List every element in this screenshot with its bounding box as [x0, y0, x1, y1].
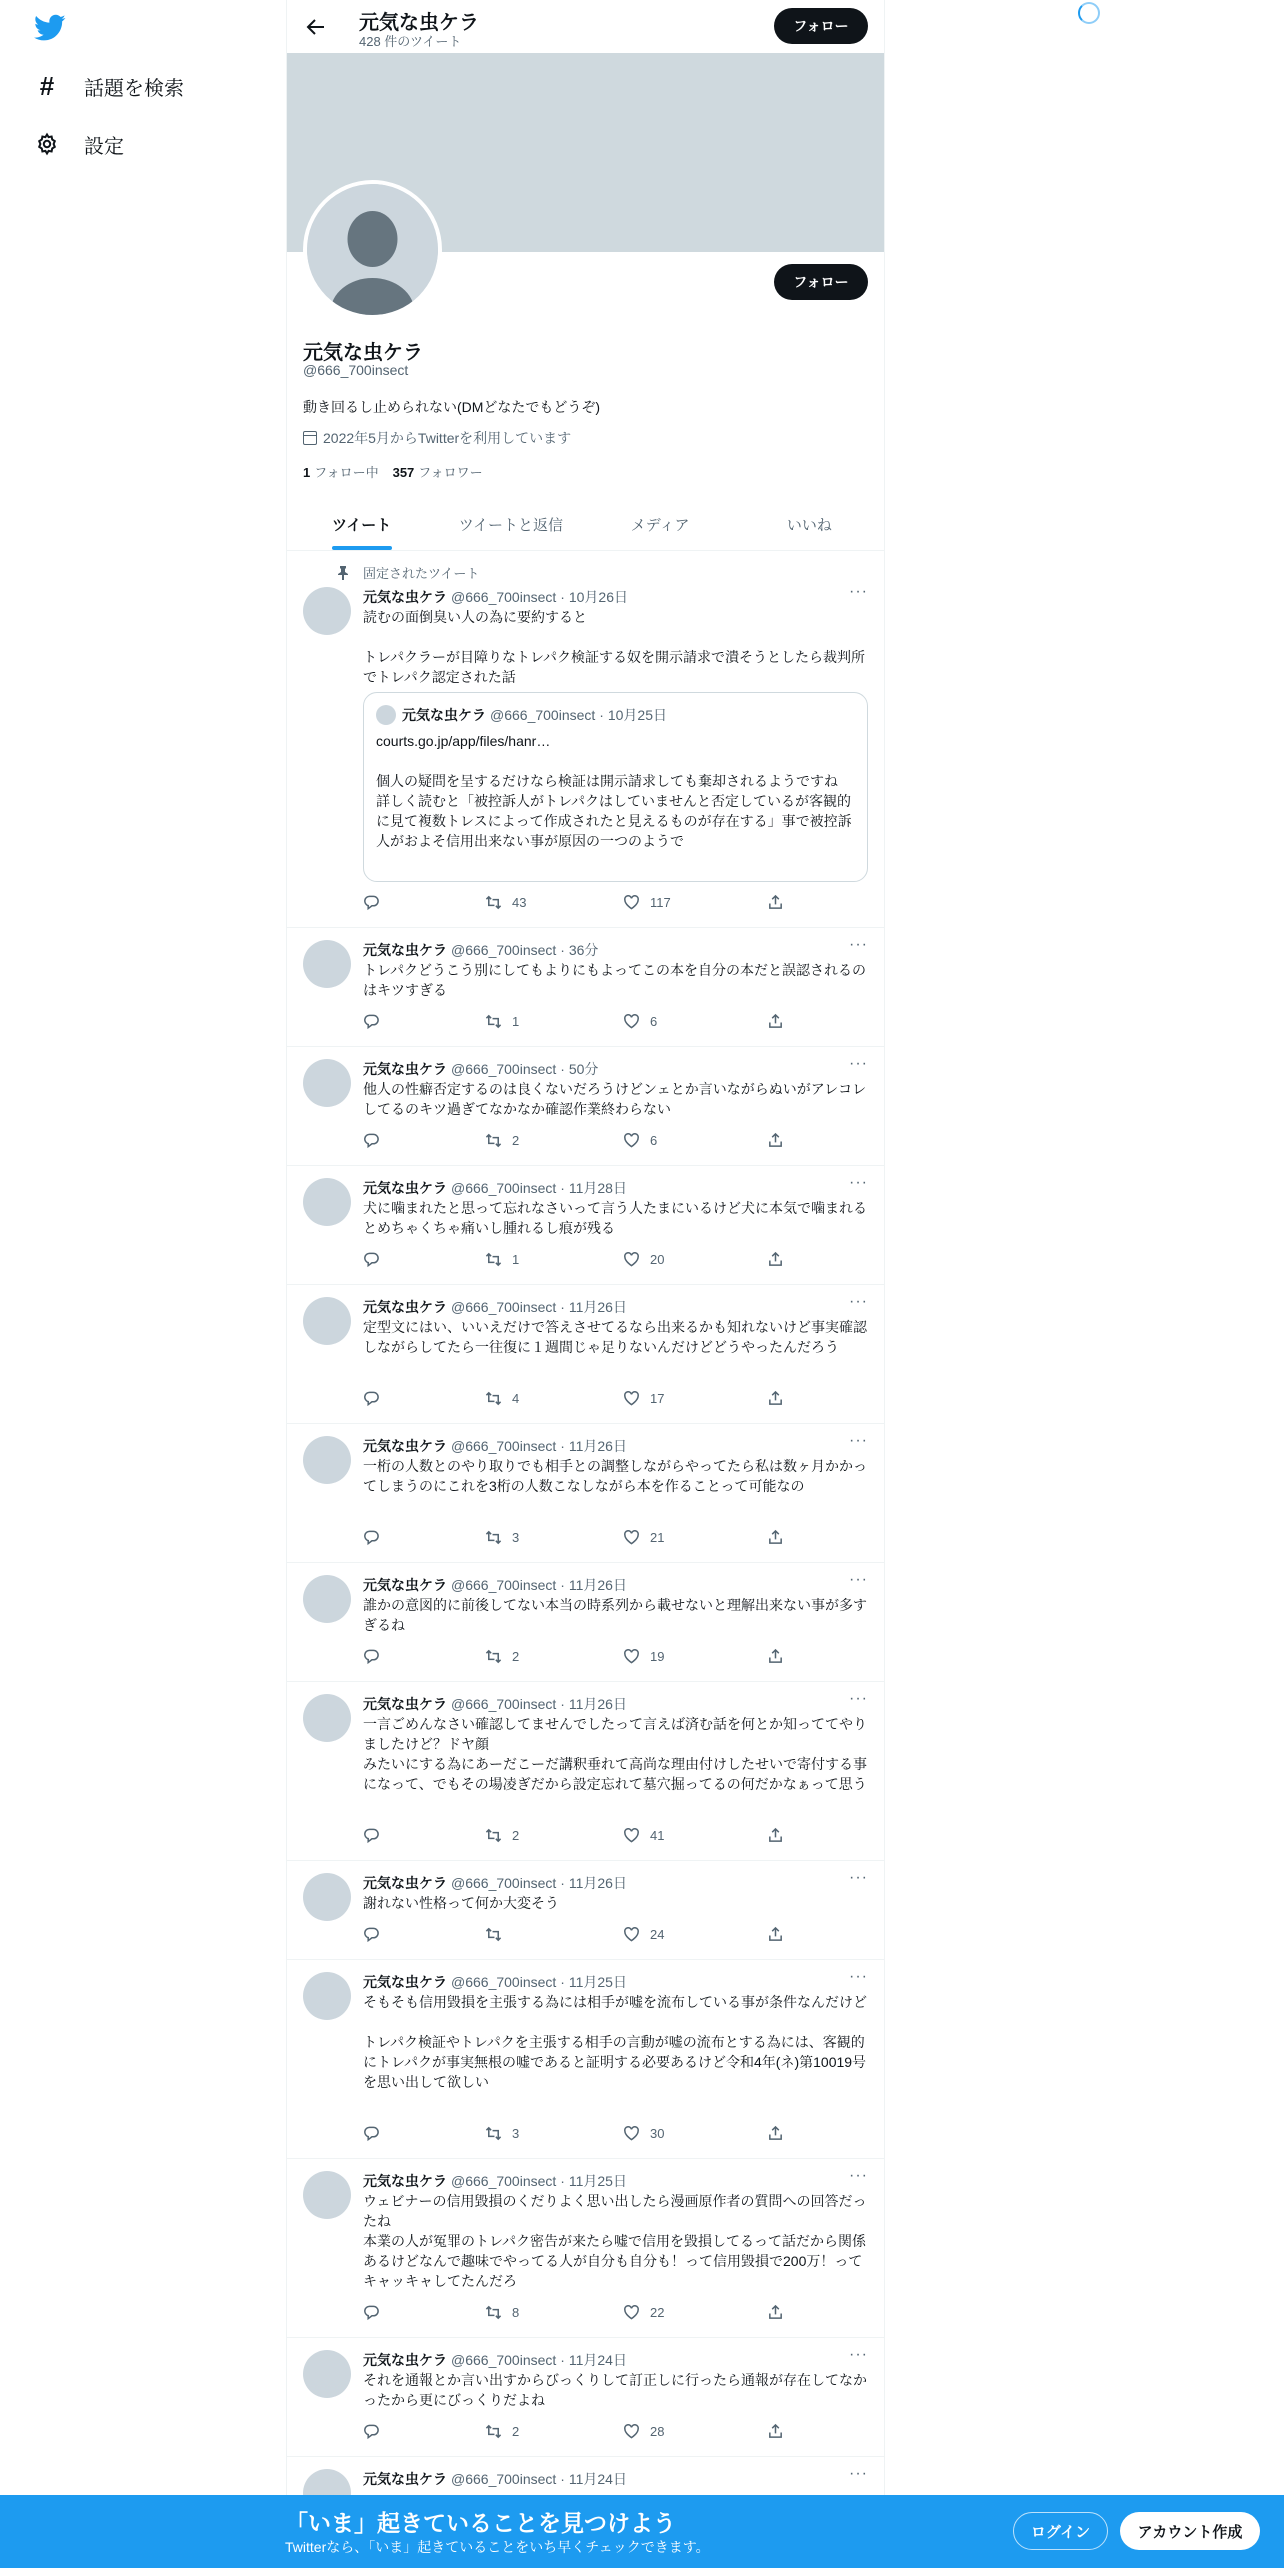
heart-icon: [623, 1251, 650, 1268]
heart-icon: [623, 1132, 650, 1149]
tweet[interactable]: [287, 2159, 884, 2338]
tweet-header: [363, 1059, 598, 1079]
more-options-icon[interactable]: ···: [849, 1968, 868, 1985]
tweet-author-name[interactable]: 元気な虫ケラ: [363, 2173, 447, 2189]
share-icon: [767, 2423, 794, 2440]
tweet-avatar[interactable]: [303, 940, 351, 988]
retweet-icon: [485, 1648, 512, 1665]
share-icon: [767, 2125, 794, 2142]
retweet-icon: [485, 2423, 512, 2440]
share-button[interactable]: [767, 1013, 794, 1030]
retweet-icon: [485, 2125, 512, 2142]
more-options-icon[interactable]: ···: [849, 1571, 868, 1588]
more-options-icon[interactable]: ···: [849, 1174, 868, 1191]
retweet-button[interactable]: [485, 1132, 519, 1149]
tweet-avatar[interactable]: [303, 1694, 351, 1742]
reply-button[interactable]: [363, 1013, 390, 1030]
quoted-tweet-text: courts.go.jp/app/files/hanr… 個人の疑問を呈するだけなら検証は開示請求しても棄却されるようですね 詳しく読むと「被控訴人がトレパクはしていませんと否定しているが客観的に見て複数トレスによって作成されたと見えるものが存在する」事で被控訴人がおよそ信用出来ない事が原因の一つのようで: [376, 733, 852, 849]
like-button[interactable]: [623, 1132, 657, 1149]
tweet-text: 他人の性癖否定するのは良くないだろうけどンェとか言いながらぬいがアレコレしてるのキツ過ぎてなかなか確認作業終わらない: [363, 1081, 867, 1117]
like-button[interactable]: [623, 1390, 664, 1407]
nav-explore[interactable]: [34, 66, 184, 106]
reply-button[interactable]: [363, 1827, 390, 1844]
tweet-avatar[interactable]: [303, 1575, 351, 1623]
retweet-count: 3: [512, 2126, 520, 2141]
tweet-actions: [363, 1132, 803, 1152]
reply-button[interactable]: [363, 2125, 390, 2142]
twitter-bird-icon[interactable]: [34, 14, 66, 42]
like-count: 117: [650, 895, 671, 910]
more-options-icon[interactable]: ···: [849, 1432, 868, 1449]
like-button[interactable]: [623, 894, 671, 911]
tweet-header: [363, 1694, 627, 1714]
tweet-avatar[interactable]: [303, 1059, 351, 1107]
tweet-text: ウェビナーの信用毀損のくだりよく思い出したら漫画原作者の質問への回答だったね 本業の人が冤罪のトレパク密告が来たら嘘で信用を毀損してるって話だから関係あるけどなんで趣味でやってる人が自分も自分も！って信用毀損で200万！ってキャッキャしてたんだろ: [363, 2193, 867, 2289]
tweet-timestamp[interactable]: · 11月25日: [560, 2173, 627, 2189]
retweet-count: 8: [512, 2305, 520, 2320]
share-icon: [767, 1390, 794, 1407]
tweet-actions: [363, 2304, 803, 2324]
share-button[interactable]: [767, 2423, 794, 2440]
heart-icon: [623, 2125, 650, 2142]
reply-icon: [363, 1390, 390, 1407]
quoted-author-handle: @666_700insect: [490, 707, 596, 723]
retweet-icon: [485, 1013, 512, 1030]
tweet[interactable]: [287, 2338, 884, 2457]
tweet-author-name[interactable]: 元気な虫ケラ: [363, 1438, 447, 1454]
like-button[interactable]: [623, 1926, 664, 1943]
like-count: 41: [650, 1828, 665, 1843]
tweet-text: 読むの面倒臭い人の為に要約すると トレパクラーが目障りなトレパク検証する奴を開示請求で潰そうとしたら裁判所でトレパク認定された話: [363, 609, 866, 685]
retweet-button[interactable]: [485, 2125, 519, 2142]
like-button[interactable]: [623, 2304, 664, 2321]
retweet-button[interactable]: [485, 1827, 519, 1844]
loading-spinner-icon: [1078, 2, 1100, 24]
tweet-actions: [363, 1529, 803, 1549]
heart-icon: [623, 894, 650, 911]
quoted-timestamp: · 10月25日: [599, 707, 667, 723]
tweet-actions: [363, 1013, 803, 1033]
tweet-avatar[interactable]: [303, 2350, 351, 2398]
retweet-button[interactable]: [485, 1648, 519, 1665]
tweet[interactable]: [287, 551, 884, 928]
share-icon: [767, 894, 794, 911]
more-options-icon[interactable]: ···: [849, 2465, 868, 2482]
like-count: 6: [650, 1133, 658, 1148]
profile-avatar[interactable]: [303, 180, 442, 319]
signup-banner: [0, 2495, 1284, 2568]
tweet-author-handle[interactable]: @666_700insect: [451, 1577, 557, 1593]
like-count: 28: [650, 2424, 665, 2439]
following-link[interactable]: 1 フォロー中: [303, 465, 379, 480]
reply-button[interactable]: [363, 1648, 390, 1665]
profile-follow-button[interactable]: フォロー: [774, 264, 868, 300]
quoted-tweet[interactable]: [363, 692, 868, 882]
reply-icon: [363, 1926, 390, 1943]
header-follow-button[interactable]: フォロー: [774, 8, 868, 44]
like-count: 20: [650, 1252, 665, 1267]
share-icon: [767, 1251, 794, 1268]
followers-link[interactable]: 357 フォロワー: [392, 465, 483, 480]
tweet[interactable]: [287, 928, 884, 1047]
retweet-button[interactable]: [485, 1529, 519, 1546]
share-button[interactable]: [767, 2304, 794, 2321]
quoted-tweet-header: [376, 705, 667, 725]
like-button[interactable]: [623, 2125, 664, 2142]
profile-tabs: [287, 498, 884, 551]
more-options-icon[interactable]: ···: [849, 1869, 868, 1886]
heart-icon: [623, 1390, 650, 1407]
reply-button[interactable]: [363, 1529, 390, 1546]
share-icon: [767, 1648, 794, 1665]
pinned-label: 固定されたツイート: [363, 566, 480, 581]
heart-icon: [623, 1827, 650, 1844]
tweet-author-handle[interactable]: @666_700insect: [451, 2173, 557, 2189]
nav-explore-label: 話題を検索: [84, 77, 184, 100]
tweet-text: それを通報とか言い出すからびっくりして訂正しに行ったら通報が存在してなかったから更にびっくりだよね: [363, 2372, 867, 2408]
retweet-button[interactable]: [485, 1013, 519, 1030]
retweet-icon: [485, 2304, 512, 2321]
profile-handle: @666_700insect: [303, 362, 409, 378]
share-button[interactable]: [767, 1132, 794, 1149]
reply-icon: [363, 894, 390, 911]
share-icon: [767, 1529, 794, 1546]
retweet-count: 3: [512, 1530, 520, 1545]
signup-banner-subtitle: Twitterなら、「いま」起きていることをいち早くチェックできます。: [285, 2539, 710, 2555]
tweet-author-handle[interactable]: @666_700insect: [451, 1696, 557, 1712]
tweet-author-handle[interactable]: @666_700insect: [451, 2471, 557, 2487]
reply-button[interactable]: [363, 2304, 390, 2321]
retweet-button[interactable]: [485, 1251, 519, 1268]
tweet[interactable]: [287, 1960, 884, 2159]
profile-name: 元気な虫ケラ: [303, 342, 423, 364]
tweet[interactable]: [287, 1682, 884, 1861]
retweet-icon: [485, 1251, 512, 1268]
header-name: 元気な虫ケラ: [359, 12, 479, 34]
tweet-timestamp[interactable]: · 11月25日: [560, 1974, 627, 1990]
tab-likes[interactable]: いいね: [786, 516, 832, 534]
tweet-header: [363, 1575, 627, 1595]
heart-icon: [623, 1529, 650, 1546]
tweet-actions: [363, 1390, 803, 1410]
share-button[interactable]: [767, 2125, 794, 2142]
like-button[interactable]: [623, 1013, 657, 1030]
profile-timeline: [286, 0, 885, 2568]
tweet-avatar[interactable]: [303, 2171, 351, 2219]
profile-joined: [303, 428, 571, 448]
like-count: 19: [650, 1649, 665, 1664]
like-count: 21: [650, 1530, 665, 1545]
tweet-author-handle[interactable]: @666_700insect: [451, 1438, 557, 1454]
retweet-count: 4: [512, 1391, 520, 1406]
tweet-text: 謝れない性格って何か大変そう: [363, 1895, 559, 1911]
tweet-avatar[interactable]: [303, 1297, 351, 1345]
tweet-author-name[interactable]: 元気な虫ケラ: [363, 942, 447, 958]
tweet-author-name[interactable]: 元気な虫ケラ: [363, 1180, 447, 1196]
nav-settings-label: 設定: [84, 135, 124, 158]
reply-icon: [363, 2304, 390, 2321]
tweet-actions: [363, 2423, 803, 2443]
share-button[interactable]: [767, 1251, 794, 1268]
share-icon: [767, 1013, 794, 1030]
retweet-count: 2: [512, 2424, 520, 2439]
tweet-avatar[interactable]: [303, 1178, 351, 1226]
tweet-timestamp[interactable]: · 11月24日: [560, 2471, 627, 2487]
tweet[interactable]: [287, 1285, 884, 1424]
tab-tweets[interactable]: ツイート: [287, 498, 436, 550]
like-count: 30: [650, 2126, 665, 2141]
like-count: 17: [650, 1391, 665, 1406]
calendar-icon: [303, 431, 317, 445]
tweet-timestamp[interactable]: · 10月26日: [560, 589, 628, 605]
retweet-icon: [485, 1529, 512, 1546]
tweet[interactable]: [287, 1166, 884, 1285]
retweet-count: 2: [512, 1133, 520, 1148]
quoted-tweet-avatar: [376, 705, 396, 725]
retweet-icon: [485, 1132, 512, 1149]
retweet-button[interactable]: [485, 894, 526, 911]
tweet-actions: [363, 1251, 803, 1271]
reply-icon: [363, 1013, 390, 1030]
retweet-icon: [485, 1926, 512, 1943]
tweet-timestamp[interactable]: · 11月26日: [560, 1299, 627, 1315]
share-button[interactable]: [767, 1390, 794, 1407]
tweet-avatar[interactable]: [303, 1436, 351, 1484]
tweet-timestamp[interactable]: · 11月26日: [560, 1696, 627, 1712]
reply-button[interactable]: [363, 1390, 390, 1407]
more-options-icon[interactable]: ···: [849, 1293, 868, 1310]
tweet-header: [363, 2171, 627, 2191]
reply-icon: [363, 2125, 390, 2142]
share-icon: [767, 2304, 794, 2321]
share-button[interactable]: [767, 1926, 794, 1943]
share-icon: [767, 1926, 794, 1943]
tab-media[interactable]: メディア: [630, 516, 690, 534]
reply-icon: [363, 1648, 390, 1665]
retweet-count: 2: [512, 1649, 520, 1664]
tweet-header: [363, 2469, 627, 2489]
tweet-text: 一言ごめんなさい確認してませんでしたって言えば済む話を何とか知っててやりましたけど？ドヤ顔 みたいにする為にあーだこーだ講釈垂れて高尚な理由付けしたせいで寄付する事になって、でもその場凌ぎだから設定忘れて墓穴掘ってるの何だかなぁって思う: [363, 1716, 867, 1792]
nav-settings[interactable]: [34, 124, 124, 164]
reply-icon: [363, 1132, 390, 1149]
pinned-indicator: [335, 563, 479, 582]
tweet-author-handle[interactable]: @666_700insect: [451, 1875, 557, 1891]
tweet-text: 誰かの意図的に前後してない本当の時系列から載せないと理解出来ない事が多すぎるね: [363, 1597, 867, 1633]
tweet-author-name[interactable]: 元気な虫ケラ: [363, 1875, 447, 1891]
tweet-author-handle[interactable]: @666_700insect: [451, 1061, 557, 1077]
tweet-avatar[interactable]: [303, 1972, 351, 2020]
reply-icon: [363, 1251, 390, 1268]
reply-button[interactable]: [363, 1251, 390, 1268]
tweet[interactable]: [287, 1424, 884, 1563]
tweet-avatar[interactable]: [303, 1873, 351, 1921]
reply-icon: [363, 1529, 390, 1546]
tweet-author-handle[interactable]: @666_700insect: [451, 589, 557, 605]
tweet-text: 定型文にはい、いいえだけで答えさせてるなら出来るかも知れないけど事実確認しながらしてたら一往復に１週間じゃ足りないんだけどどうやったんだろう: [363, 1319, 867, 1355]
back-arrow-icon[interactable]: [301, 12, 331, 42]
like-button[interactable]: [623, 1827, 664, 1844]
retweet-button[interactable]: [485, 2304, 519, 2321]
like-button[interactable]: [623, 2423, 664, 2440]
retweet-icon: [485, 1390, 512, 1407]
tweet-text: トレパクどうこう別にしてもよりにもよってこの本を自分の本だと誤認されるのはキツすぎる: [363, 962, 867, 998]
tweet-timestamp[interactable]: · 11月26日: [560, 1438, 627, 1454]
more-options-icon[interactable]: ···: [849, 2346, 868, 2363]
tweet-author-name[interactable]: 元気な虫ケラ: [363, 1061, 447, 1077]
gear-icon: [34, 131, 60, 157]
share-button[interactable]: [767, 1529, 794, 1546]
top-bar: [287, 0, 884, 53]
retweet-count: 43: [512, 895, 527, 910]
like-button[interactable]: [623, 1648, 664, 1665]
reply-icon: [363, 1827, 390, 1844]
tweet-author-name[interactable]: 元気な虫ケラ: [363, 1577, 447, 1593]
tweet[interactable]: [287, 1047, 884, 1166]
heart-icon: [623, 1013, 650, 1030]
heart-icon: [623, 2304, 650, 2321]
like-count: 24: [650, 1927, 665, 1942]
tweet-header: [363, 587, 628, 607]
heart-icon: [623, 1926, 650, 1943]
share-button[interactable]: [767, 1827, 794, 1844]
tweet-timestamp[interactable]: · 11月26日: [560, 1577, 627, 1593]
tweet[interactable]: [287, 1563, 884, 1682]
tweet-author-name[interactable]: 元気な虫ケラ: [363, 2352, 447, 2368]
like-button[interactable]: [623, 1529, 664, 1546]
more-options-icon[interactable]: ···: [849, 2167, 868, 2184]
reply-button[interactable]: [363, 894, 390, 911]
tweet-text: 一桁の人数とのやり取りでも相手との調整しながらやってたら私は数ヶ月かかってしまうのにこれを3桁の人数こなしながら本を作ることって可能なの: [363, 1458, 867, 1494]
profile-follow-stats: [303, 462, 483, 481]
more-options-icon[interactable]: ···: [849, 1690, 868, 1707]
tweet-timestamp[interactable]: · 11月24日: [560, 2352, 627, 2368]
share-icon: [767, 1827, 794, 1844]
tweet-timestamp[interactable]: · 50分: [560, 1061, 599, 1077]
tweet-text: 犬に噛まれたと思って忘れなさいって言う人たまにいるけど犬に本気で噛まれるとめちゃくちゃ痛いし腫れるし痕が残る: [363, 1200, 867, 1236]
reply-icon: [363, 2423, 390, 2440]
hashtag-icon: #: [39, 70, 55, 101]
reply-button[interactable]: [363, 1926, 390, 1943]
tweet-header: [363, 940, 598, 960]
pin-icon: [335, 566, 351, 580]
tweet-header: [363, 1436, 627, 1456]
tweet-author-name[interactable]: 元気な虫ケラ: [363, 1696, 447, 1712]
tweet-header: [363, 1972, 627, 1992]
tweet-actions: [363, 1827, 803, 1847]
tweet-actions: [363, 1926, 803, 1946]
retweet-count: 1: [512, 1252, 520, 1267]
tweet-author-name[interactable]: 元気な虫ケラ: [363, 2471, 447, 2487]
retweet-count: 2: [512, 1828, 520, 1843]
profile-joined-text: 2022年5月からTwitterを利用しています: [323, 430, 572, 446]
tweet-header: [363, 1178, 627, 1198]
retweet-count: 1: [512, 1014, 520, 1029]
retweet-button[interactable]: [485, 1390, 519, 1407]
retweet-button[interactable]: [485, 1926, 512, 1943]
tweet-author-handle[interactable]: @666_700insect: [451, 942, 557, 958]
share-icon: [767, 1132, 794, 1149]
reply-button[interactable]: [363, 2423, 390, 2440]
tweet-header: [363, 1297, 627, 1317]
tweet-actions: [363, 2125, 803, 2145]
quoted-author-name: 元気な虫ケラ: [402, 707, 486, 723]
tweet-author-name[interactable]: 元気な虫ケラ: [363, 1974, 447, 1990]
signup-banner-title: 「いま」起きていることを見つけよう: [285, 2510, 676, 2536]
tweet-author-handle[interactable]: @666_700insect: [451, 1299, 557, 1315]
more-options-icon[interactable]: ···: [849, 936, 868, 953]
tweet-timestamp[interactable]: · 11月26日: [560, 1875, 627, 1891]
tweet-author-handle[interactable]: @666_700insect: [451, 1974, 557, 1990]
tweet-text: そもそも信用毀損を主張する為には相手が嘘を流布している事が条件なんだけど トレパク検証やトレパクを主張する相手の言動が嘘の流布とする為には、客観的にトレパクが事実無根の嘘であると証明する必要あるけど令和4年(ネ)第10019号を思い出して欲しい: [363, 1994, 867, 2090]
tweet-author-name[interactable]: 元気な虫ケラ: [363, 1299, 447, 1315]
like-count: 6: [650, 1014, 658, 1029]
tweet-author-handle[interactable]: @666_700insect: [451, 1180, 557, 1196]
share-button[interactable]: [767, 1648, 794, 1665]
more-options-icon[interactable]: ···: [849, 583, 868, 600]
retweet-button[interactable]: [485, 2423, 519, 2440]
retweet-icon: [485, 894, 512, 911]
like-button[interactable]: [623, 1251, 664, 1268]
header-tweet-count: 428 件のツイート: [359, 34, 462, 49]
tweet-author-handle[interactable]: @666_700insect: [451, 2352, 557, 2368]
tweet-header: [363, 1873, 627, 1893]
heart-icon: [623, 1648, 650, 1665]
more-options-icon[interactable]: ···: [849, 1055, 868, 1072]
tweet-timestamp[interactable]: · 36分: [560, 942, 599, 958]
tab-tweets-and-replies[interactable]: ツイートと返信: [458, 516, 563, 534]
heart-icon: [623, 2423, 650, 2440]
tweet-avatar[interactable]: [303, 587, 351, 635]
tweet-header: [363, 2350, 627, 2370]
tweet-timestamp[interactable]: · 11月28日: [560, 1180, 627, 1196]
retweet-icon: [485, 1827, 512, 1844]
share-button[interactable]: [767, 894, 794, 911]
reply-button[interactable]: [363, 1132, 390, 1149]
tweet-actions: [363, 894, 803, 914]
profile-bio: 動き回るし止められない(DMどなたでもどうぞ): [303, 399, 601, 415]
signup-button[interactable]: アカウント作成: [1120, 2512, 1260, 2550]
tweet-actions: [363, 1648, 803, 1668]
like-count: 22: [650, 2305, 665, 2320]
login-button[interactable]: ログイン: [1013, 2512, 1108, 2550]
tweet[interactable]: [287, 1861, 884, 1960]
tweet-author-name[interactable]: 元気な虫ケラ: [363, 589, 447, 605]
